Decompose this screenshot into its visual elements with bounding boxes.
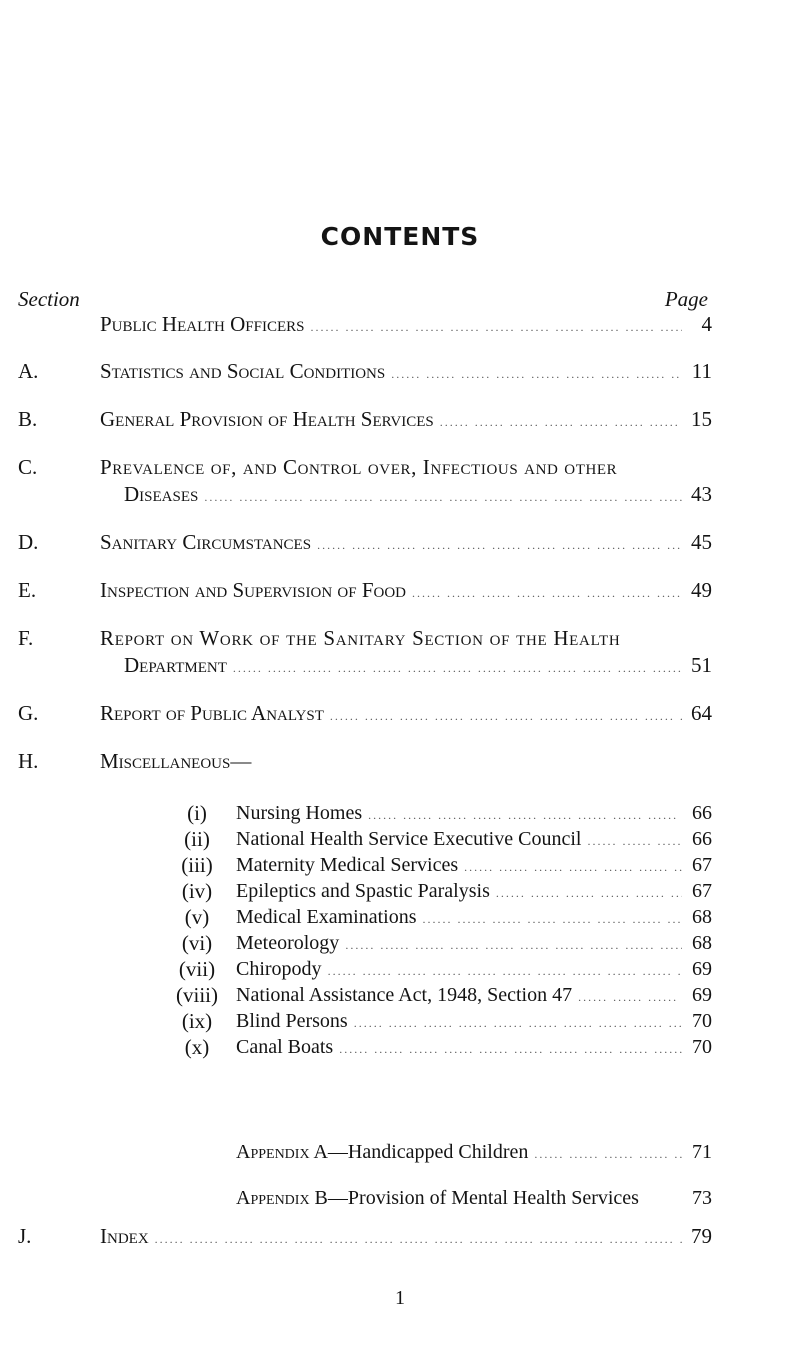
leader-dots (155, 1226, 682, 1252)
item-number: (vi) (181, 931, 213, 955)
leader-dots (496, 880, 682, 906)
entry-title: Index (100, 1224, 149, 1248)
entry-page: 70 (692, 1010, 712, 1032)
item-title: Maternity Medical Services (236, 854, 459, 876)
leader-dots (440, 409, 682, 435)
section-letter: D. (18, 530, 39, 554)
page-title: CONTENTS (320, 222, 480, 251)
entry-page: 69 (692, 958, 712, 980)
entry-title: General Provision of Health Services (100, 407, 434, 431)
entry-title: Prevalence of, and Control over, Infectious and other (100, 455, 618, 479)
section-letter: G. (18, 701, 39, 725)
leader-dots (534, 1141, 682, 1167)
appendix-prefix: Appendix B (236, 1187, 328, 1209)
entry-page: 15 (691, 407, 712, 431)
item-title: National Assistance Act, 1948, Section 47 (236, 984, 573, 1006)
entry-page: 49 (691, 578, 712, 602)
entry-page: 79 (691, 1224, 712, 1248)
leader-dots (412, 580, 682, 606)
item-title: Nursing Homes (236, 802, 363, 824)
leader-dots (578, 984, 682, 1010)
item-title: Chiropody (236, 958, 322, 980)
leader-dots (310, 314, 682, 340)
entry-title: Statistics and Social Conditions (100, 359, 386, 383)
leader-dots (339, 1036, 682, 1062)
entry-page: 68 (692, 906, 712, 928)
entry-page: 71 (692, 1141, 712, 1163)
entry-page: 67 (692, 854, 712, 876)
section-letter: B. (18, 407, 38, 431)
leader-dots (345, 932, 682, 958)
entry-page: 51 (691, 653, 712, 677)
entry-page: 69 (692, 984, 712, 1006)
entry-title: Inspection and Supervision of Food (100, 578, 406, 602)
item-number: (iii) (181, 853, 213, 877)
leader-dots (368, 802, 682, 828)
entry-page: 66 (692, 828, 712, 850)
item-title: Canal Boats (236, 1036, 334, 1058)
leader-dots (328, 958, 682, 984)
entry-title: Diseases (124, 482, 199, 506)
item-number: (v) (184, 905, 210, 929)
item-title: Epileptics and Spastic Paralysis (236, 880, 490, 902)
appendix-prefix: Appendix A (236, 1141, 328, 1163)
appendix-title: —Handicapped Children (327, 1141, 529, 1163)
entry-title: Department (124, 653, 227, 677)
item-number: (vii) (178, 957, 216, 981)
entry-title: Report on Work of the Sanitary Section of the Health (100, 626, 621, 650)
section-letter: A. (18, 359, 39, 383)
item-number: (viii) (176, 983, 218, 1007)
item-number: (ix) (181, 1009, 213, 1033)
entry-page: 73 (692, 1187, 712, 1209)
leader-dots (391, 361, 682, 387)
entry-title: Public Health Officers (100, 312, 305, 336)
entry-page: 45 (691, 530, 712, 554)
entry-page: 43 (691, 482, 712, 506)
section-letter: C. (18, 455, 38, 479)
leader-dots (204, 484, 682, 510)
item-number: (i) (187, 801, 207, 825)
entry-title: Report of Public Analyst (100, 701, 324, 725)
entry-page: 68 (692, 932, 712, 954)
page-column-header: Page (664, 287, 708, 311)
page-number: 1 (395, 1287, 405, 1309)
leader-dots (587, 828, 682, 854)
section-letter: H. (18, 749, 39, 773)
appendix-title: —Provision of Mental Health Services (327, 1187, 639, 1209)
entry-title: Sanitary Circumstances (100, 530, 312, 554)
section-column-header: Section (18, 287, 80, 311)
leader-dots (354, 1010, 682, 1036)
leader-dots (317, 532, 682, 558)
entry-page: 70 (692, 1036, 712, 1058)
item-number: (iv) (181, 879, 213, 903)
item-number: (ii) (184, 827, 210, 851)
entry-page: 11 (691, 359, 712, 383)
leader-dots (233, 655, 682, 681)
leader-dots (423, 906, 682, 932)
section-letter: F. (18, 626, 34, 650)
leader-dots (464, 854, 682, 880)
item-title: Blind Persons (236, 1010, 348, 1032)
item-title: National Health Service Executive Council (236, 828, 582, 850)
item-number: (x) (184, 1035, 210, 1059)
entry-page: 67 (692, 880, 712, 902)
entry-page: 4 (701, 312, 712, 336)
section-letter: E. (18, 578, 37, 602)
item-title: Medical Examinations (236, 906, 417, 928)
entry-title: Miscellaneous— (100, 749, 252, 773)
entry-page: 66 (692, 802, 712, 824)
section-letter: J. (18, 1224, 32, 1248)
leader-dots (330, 703, 682, 729)
item-title: Meteorology (236, 932, 340, 954)
entry-page: 64 (691, 701, 712, 725)
